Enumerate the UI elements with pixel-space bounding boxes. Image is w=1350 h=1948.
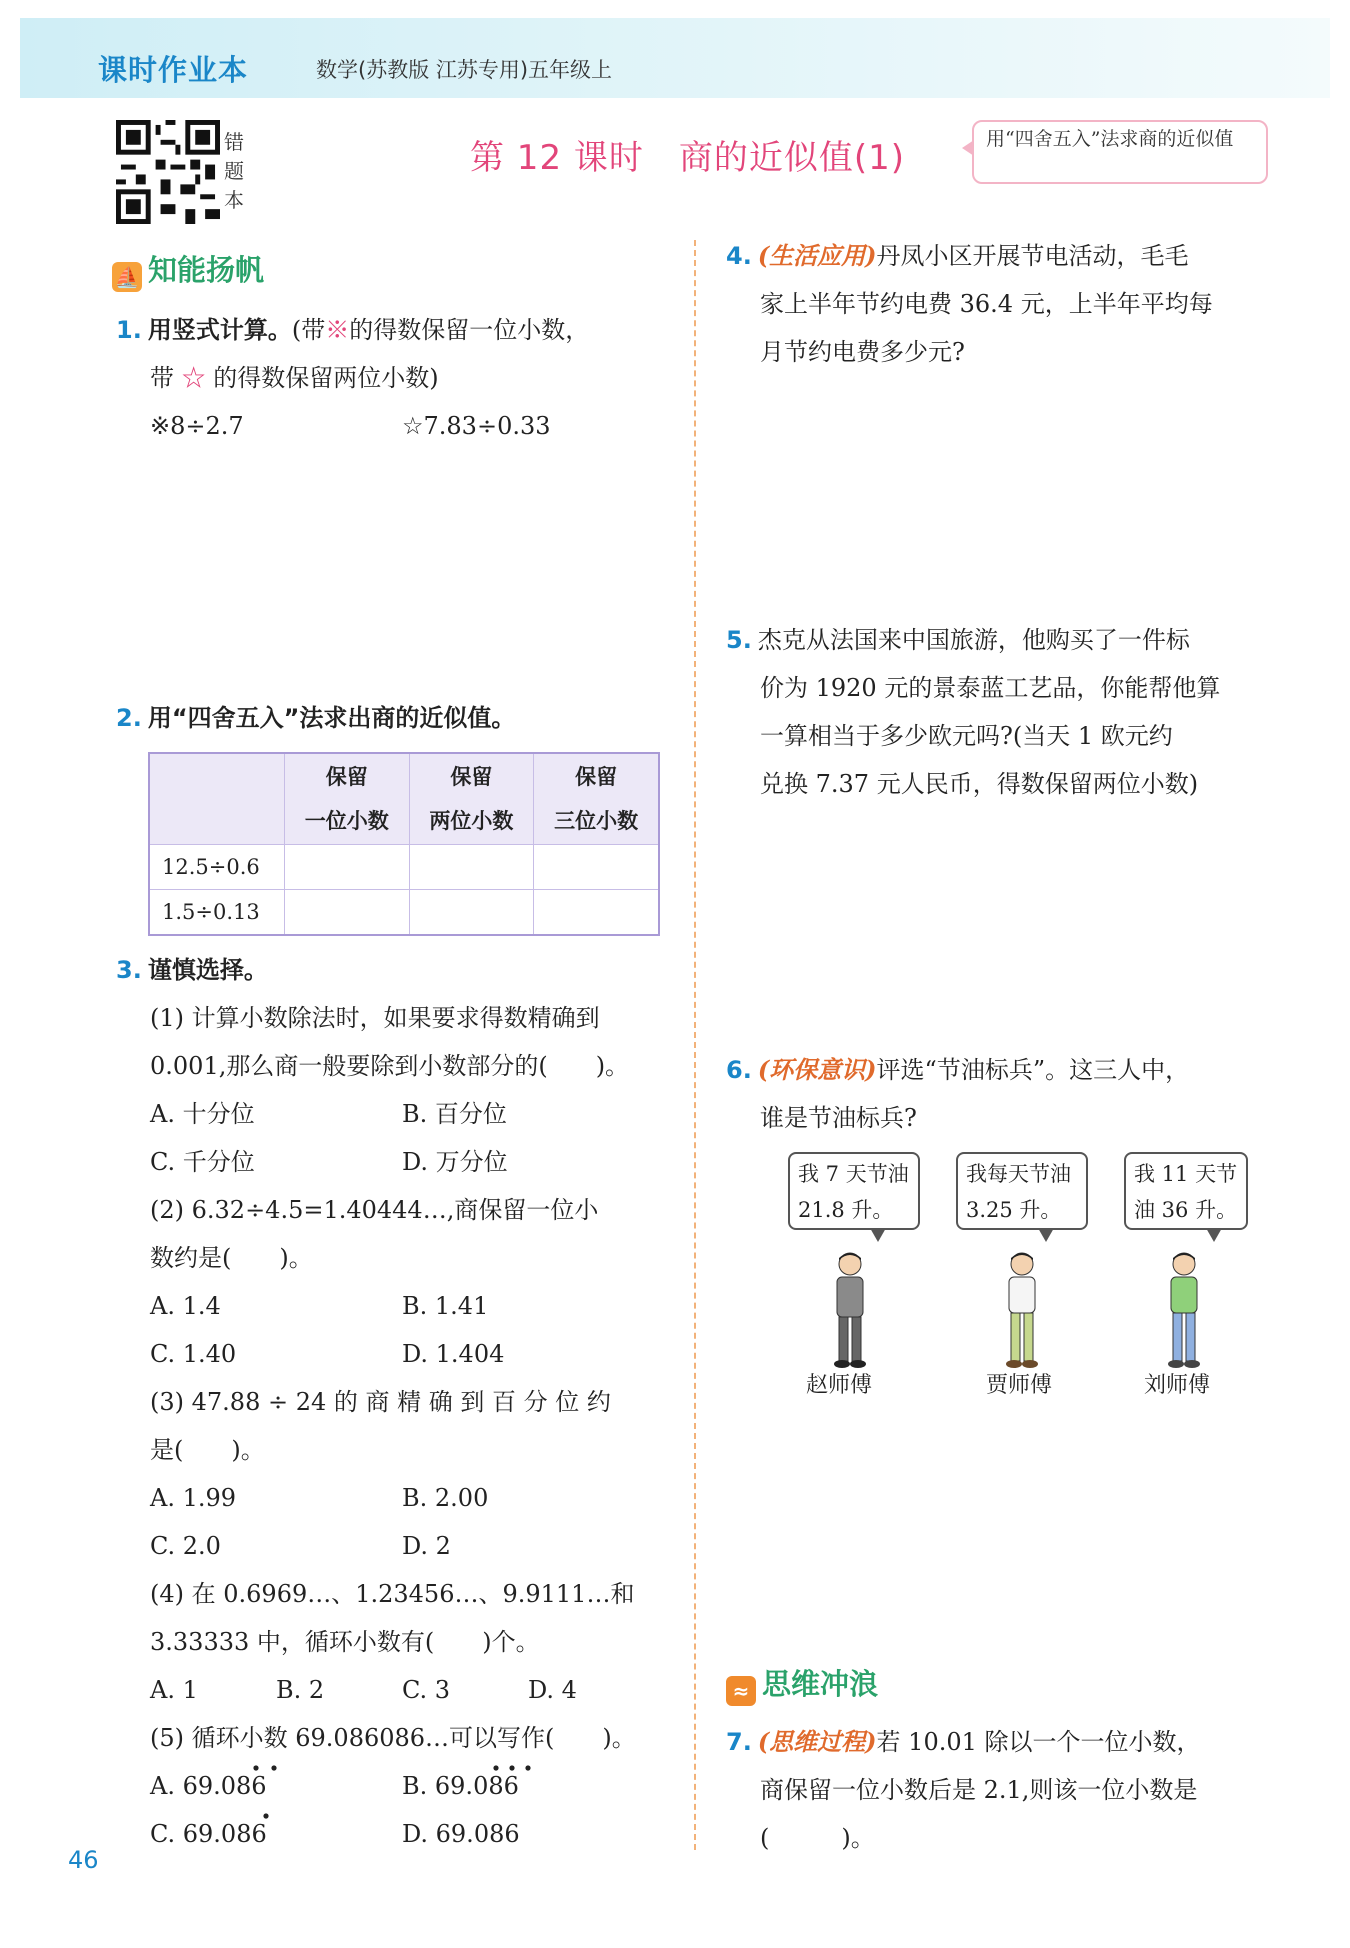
q4-line1: 丹凤小区开展节电活动，毛毛 <box>876 242 1189 270</box>
lesson-title: 第 12 课时 商的近似值(1) <box>470 138 906 178</box>
q6-tag: (环保意识) <box>757 1055 877 1084</box>
q3-p1-option-b[interactable]: B. 百分位 <box>402 1100 507 1128</box>
worker-jia-name: 贾师傅 <box>986 1373 1053 1398</box>
q3-p3-option-d[interactable]: D. 2 <box>402 1532 451 1560</box>
worker-zhao-icon <box>820 1250 880 1370</box>
q3-p5-option-d[interactable]: D. 69.086 <box>402 1820 520 1848</box>
q3-p3-option-b[interactable]: B. 2.00 <box>402 1484 489 1512</box>
q3-p2-line1: (2) 6.32÷4.5=1.40444…,商保留一位小 <box>150 1196 599 1224</box>
worker-liu-icon <box>1154 1250 1214 1370</box>
worker-jia-icon <box>992 1250 1052 1370</box>
q3-p2-option-c[interactable]: C. 1.40 <box>150 1340 237 1368</box>
wave-icon: ≈ <box>726 1676 756 1706</box>
section-zhineng-label: 知能扬帆 <box>148 253 265 287</box>
answer-cell[interactable] <box>409 890 534 936</box>
q1-note1: (带 <box>291 316 326 344</box>
q3-p3-line1: (3) 47.88 ÷ 24 的 商 精 确 到 百 分 位 约 <box>150 1388 611 1416</box>
q4-line3: 月节约电费多少元? <box>760 338 965 366</box>
q3-p3-option-c[interactable]: C. 2.0 <box>150 1532 221 1560</box>
qr-label: 错题本 <box>224 130 244 212</box>
table-header-2: 保留 两位小数 <box>409 753 534 845</box>
question-5 <box>726 616 1296 808</box>
q3-p4-option-a[interactable]: A. 1 <box>150 1676 198 1704</box>
table-header-3: 保留 三位小数 <box>534 753 659 845</box>
q1-mark1: ※ <box>325 316 350 344</box>
subject-label: 数学(苏教版 江苏专用)五年级上 <box>316 58 613 82</box>
question-2 <box>116 694 515 742</box>
q3-p1-line2: 0.001,那么商一般要除到小数部分的( )。 <box>150 1052 630 1080</box>
question-4 <box>726 232 1286 376</box>
q5-line3: 一算相当于多少欧元吗?(当天 1 欧元约 <box>760 722 1173 750</box>
answer-cell[interactable] <box>285 890 410 936</box>
q1-title: 用竖式计算。 <box>147 316 292 344</box>
q3-p5-option-b[interactable]: B. 69.086 <box>402 1772 519 1800</box>
q7-line1: 若 10.01 除以一个一位小数， <box>876 1728 1201 1756</box>
q3-p2-line2: 数约是( )。 <box>150 1244 313 1272</box>
recurring-dots-icon <box>150 1760 570 1820</box>
q5-line4: 兑换 7.37 元人民币，得数保留两位小数) <box>760 770 1199 798</box>
column-divider <box>694 240 696 1850</box>
q5-line1: 杰克从法国来中国旅游，他购买了一件标 <box>757 626 1190 654</box>
q1-note3: 带 <box>150 364 174 392</box>
q3-p1-line1: (1) 计算小数除法时，如果要求得数精确到 <box>150 1004 600 1032</box>
q7-tag: (思维过程) <box>757 1727 877 1756</box>
q3-p2-option-a[interactable]: A. 1.4 <box>150 1292 221 1320</box>
speech-bubble-jia: 我每天节油 3.25 升。 <box>956 1152 1088 1230</box>
q1-note2: 的得数保留一位小数， <box>349 316 590 344</box>
section-siwei <box>726 1662 878 1706</box>
answer-cell[interactable] <box>534 845 659 890</box>
q2-title: 用“四舍五入”法求出商的近似值。 <box>147 704 516 732</box>
answer-cell[interactable] <box>285 845 410 890</box>
speech-bubble-zhao: 我 7 天节油 21.8 升。 <box>788 1152 920 1230</box>
question-6 <box>726 1046 1296 1142</box>
q1-expr2: ☆7.83÷0.33 <box>402 412 551 440</box>
section-siwei-label: 思维冲浪 <box>762 1667 879 1701</box>
brand-title: 课时作业本 <box>98 53 249 87</box>
table-corner <box>149 753 285 845</box>
q3-p5-line1: (5) 循环小数 69.086086…可以写作( )。 <box>150 1724 636 1752</box>
section-zhineng <box>112 248 264 292</box>
table-row <box>149 845 659 890</box>
q1-mark2: ☆ <box>181 364 206 392</box>
worker-liu-name: 刘师傅 <box>1144 1373 1211 1398</box>
q4-number: 4. <box>726 242 752 270</box>
q3-number: 3. <box>116 956 142 984</box>
q2-number: 2. <box>116 704 142 732</box>
question-1 <box>116 306 676 402</box>
q7-line2: 商保留一位小数后是 2.1,则该一位小数是 <box>760 1776 1198 1804</box>
q6-number: 6. <box>726 1056 752 1084</box>
q6-line1: 评选“节油标兵”。这三人中， <box>876 1056 1190 1084</box>
q1-expr1: ※8÷2.7 <box>150 412 244 440</box>
q3-p1-option-c[interactable]: C. 千分位 <box>150 1148 255 1176</box>
q7-line3[interactable]: ( )。 <box>760 1824 875 1852</box>
q3-p3-option-a[interactable]: A. 1.99 <box>150 1484 237 1512</box>
q2-table <box>148 752 660 936</box>
q7-number: 7. <box>726 1728 752 1756</box>
q5-line2: 价为 1920 元的景泰蓝工艺品，你能帮他算 <box>760 674 1221 702</box>
q3-p4-option-b[interactable]: B. 2 <box>276 1676 325 1704</box>
q1-note4: 的得数保留两位小数) <box>213 364 439 392</box>
q6-line2: 谁是节油标兵? <box>760 1104 917 1132</box>
q3-p5-option-a[interactable]: A. 69.086 <box>150 1772 267 1800</box>
q3-p1-option-d[interactable]: D. 万分位 <box>402 1148 508 1176</box>
row-label: 1.5÷0.13 <box>149 890 285 936</box>
q4-tag: (生活应用) <box>757 241 877 270</box>
q3-p4-option-d[interactable]: D. 4 <box>528 1676 577 1704</box>
table-row <box>149 890 659 936</box>
answer-cell[interactable] <box>409 845 534 890</box>
q3-p5-option-c[interactable]: C. 69.086 <box>150 1820 267 1848</box>
q1-number: 1. <box>116 316 142 344</box>
q3-p4-line1: (4) 在 0.6969…、1.23456…、9.9111…和 <box>150 1580 635 1608</box>
q5-number: 5. <box>726 626 752 654</box>
q3-title: 谨慎选择。 <box>147 956 268 984</box>
q3-p2-option-b[interactable]: B. 1.41 <box>402 1292 489 1320</box>
q4-line2: 家上半年节约电费 36.4 元，上半年平均每 <box>760 290 1213 318</box>
page-number: 46 <box>68 1846 99 1874</box>
table-header-1: 保留 一位小数 <box>285 753 410 845</box>
lesson-objective: 用“四舍五入”法求商的近似值 <box>972 120 1268 184</box>
speech-bubble-liu: 我 11 天节 油 36 升。 <box>1124 1152 1248 1230</box>
q3-p1-option-a[interactable]: A. 十分位 <box>150 1100 255 1128</box>
sail-icon: ⛵ <box>112 262 142 292</box>
question-7 <box>726 1718 1296 1862</box>
q3-p4-line2: 3.33333 中，循环小数有( )个。 <box>150 1628 540 1656</box>
row-label: 12.5÷0.6 <box>149 845 285 890</box>
answer-cell[interactable] <box>534 890 659 936</box>
question-3 <box>116 946 268 994</box>
worker-zhao-name: 赵师傅 <box>806 1373 873 1398</box>
q3-p3-line2: 是( )。 <box>150 1436 265 1464</box>
q3-p2-option-d[interactable]: D. 1.404 <box>402 1340 505 1368</box>
q3-p4-option-c[interactable]: C. 3 <box>402 1676 451 1704</box>
qr-code-icon[interactable] <box>116 120 220 224</box>
